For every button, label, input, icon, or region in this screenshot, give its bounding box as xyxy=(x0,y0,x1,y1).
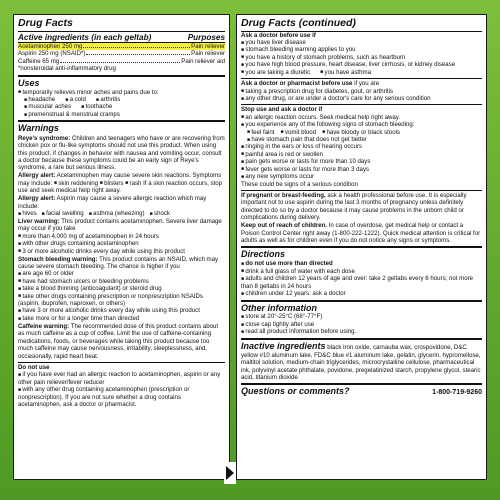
ask-doctor-title: Ask a doctor before use if xyxy=(241,31,316,39)
allergy-label: Allergy alert: xyxy=(18,195,56,203)
other-info-item: ■ store at 20°-25°C (68°-77°F) xyxy=(241,313,482,320)
allergy-alert-acetaminophen xyxy=(18,172,225,194)
active-ingredients-header xyxy=(18,33,225,43)
stomach-text: This product contains an NSAID, which may cause severe stomach bleeding. The chance is higher if you xyxy=(18,255,219,270)
stop-signs-row xyxy=(241,129,482,136)
reye-text: Children and teenagers who have or are recovering from chicken pox or flu-like symptoms should not use this product. When using this product, if changes in behavior with nausea and vomiting occur, consult a doctor because these symptoms could be an early sign of Reye's syndrome, a rare but serious illness. xyxy=(18,134,225,172)
pregnancy-warning xyxy=(241,190,482,222)
use-item: ■ muscular aches xyxy=(24,103,71,110)
caffeine-text: The recommended dose of this product contains about as much caffeine as a cup of coffee. Limit the use of caffeine-containing medications, foods, or beverages while taking this product because too much caffeine may cause nervousness, irritability, sleeplessness, and, occasionally, rapid heart beat. xyxy=(18,322,219,360)
uses-row xyxy=(18,96,225,103)
stomach-warning xyxy=(18,256,225,271)
ingredient-purpose: Pain reliever aid xyxy=(181,57,225,65)
allergy-text: Acetaminophen may cause severe skin reactions. Symptoms may include: xyxy=(18,172,222,187)
keep-out-label: Keep out of reach of children. xyxy=(241,222,327,230)
pregnancy-text: ask a health professional before use. It is especially important not to use aspirin during the last 3 months of pregnancy unless definitely directed to do so by a doctor because it may cause problems in the unborn child or complications during delivery. xyxy=(241,191,467,222)
allergy-text: Aspirin may cause a severe allergic reaction which may include: xyxy=(18,195,207,210)
allergy-label: Allergy alert: xyxy=(18,172,56,180)
directions-title: Directions xyxy=(241,246,482,260)
stop-use-note: These could be signs of a serious condition xyxy=(241,180,358,188)
ask-pharmacist-suffix: if you are xyxy=(354,80,380,88)
do-not-use-title: Do not use xyxy=(18,362,225,371)
ingredient-purpose: Pain reliever xyxy=(191,50,225,58)
liver-label: Liver warning: xyxy=(18,217,60,225)
uses-row xyxy=(18,103,225,110)
other-info-item: ■ read all product information before using. xyxy=(241,328,482,335)
stop-use-item: ■ fever gets worse or lasts for more than 3 days xyxy=(241,166,482,173)
ask-pharmacist-heading xyxy=(241,78,482,87)
caffeine-warning xyxy=(18,323,225,360)
inactive-ingredients-title: Inactive ingredients xyxy=(241,340,326,351)
other-info-item: ■ close cap tightly after use xyxy=(241,321,482,328)
allergy-items-row xyxy=(18,210,225,217)
direction-item: ■ children under 12 years: ask a doctor xyxy=(241,290,482,297)
ingredient-name: Caffeine 65 mg xyxy=(18,57,60,65)
ask-pharmacist-item: ■ taking a prescription drug for diabetes, gout, or arthritis xyxy=(241,88,482,95)
liver-text: This product contains acetaminophen. Severe liver damage may occur if you take xyxy=(18,217,222,233)
ask-doctor-item: ■ you have liver disease xyxy=(241,39,482,46)
allergy-item: ■ rash xyxy=(125,180,141,187)
ask-doctor-row xyxy=(241,69,482,76)
ingredient-row xyxy=(18,58,225,65)
do-not-use-item: ■ if you have ever had an allergic reaction to acetaminophen, aspirin or any other pain reliever/fever reducer xyxy=(18,371,225,386)
allergy-item: ■ facial swelling xyxy=(42,210,84,217)
uses-title: Uses xyxy=(18,75,225,89)
ingredient-purpose: Pain reliever xyxy=(191,42,225,50)
inactive-ingredients-block xyxy=(241,338,482,382)
questions-label: Questions or comments? xyxy=(241,386,350,397)
use-item: ■ headache xyxy=(24,96,55,103)
ask-doctor-item: ■ you have a history of stomach problems, such as heartburn xyxy=(241,54,482,61)
stomach-item: ■ have had stomach ulcers or bleeding problems xyxy=(18,278,225,285)
liver-item: ■ more than 4,000 mg of acetaminophen in 24 hours xyxy=(18,233,225,240)
use-item: ■ toothache xyxy=(81,103,112,110)
stomach-item: ■ are age 60 or older xyxy=(18,270,225,277)
use-item: ■ arthritis xyxy=(96,96,120,103)
keep-out-of-reach xyxy=(241,222,482,244)
drug-facts-panel-right xyxy=(236,14,487,480)
purposes-heading: Purposes xyxy=(187,32,225,42)
stop-sign-item: ■ feel faint xyxy=(247,129,274,136)
caffeine-label: Caffeine warning: xyxy=(18,322,70,330)
stop-sign-item: ■ have bloody or black stools xyxy=(322,129,400,136)
allergy-item: ■ blisters xyxy=(100,180,124,187)
stomach-label: Stomach bleeding warning: xyxy=(18,255,98,263)
allergy-item: ■ shock xyxy=(150,210,170,217)
direction-item: ■ adults and children 12 years of age and over: take 2 geltabs every 6 hours; not more than 8 geltabs in 24 hours xyxy=(241,275,482,290)
active-ingredients-heading: Active ingredients (in each geltab) xyxy=(18,32,152,42)
ingredient-name: Acetaminophen 250 mg xyxy=(18,42,83,50)
ask-doctor-item: ■ stomach bleeding warning applies to you xyxy=(241,46,482,53)
use-item: ■ a cold xyxy=(65,96,86,103)
continuation-arrow xyxy=(224,462,236,484)
drug-facts-title: Drug Facts xyxy=(18,18,225,32)
ask-pharmacist-title: Ask a doctor or pharmacist before use xyxy=(241,80,353,88)
stop-sign-item: ■ have stomach pain that does not get better xyxy=(241,136,482,143)
inactive-ingredients-text: black iron oxide, carnauba wax, crospovidone, D&C yellow #10 aluminum lake, FD&C blue #1 aluminum lake, gelatin, glycerin, hypromellose, maltitol solution, medium-chain triglycerides, microcrystalline cellulose, pharmaceutical ink, polyvinyl acetate phthalate, povidone, pregelatinized starch, propylene glycol, stearic acid, titanium dioxide xyxy=(241,343,481,381)
use-item: ■ premenstrual & menstrual cramps xyxy=(18,111,225,118)
stop-use-item: ■ ringing in the ears or loss of hearing occurs xyxy=(241,143,482,150)
allergy-item: ■ hives xyxy=(18,210,37,217)
questions-line xyxy=(241,383,482,398)
pregnancy-label: If pregnant or breast-feeding, xyxy=(241,191,326,199)
do-not-use-item: ■ with any other drug containing acetaminophen (prescription or nonprescription). If you are not sure whether a drug contains acetaminophen, ask a doctor or pharmacist. xyxy=(18,386,225,408)
stop-use-item: ■ you experience any of the following signs of stomach bleeding: xyxy=(241,121,482,128)
ask-doctor-item: ■ you have high blood pressure, heart disease, liver cirrhosis, or kidney disease xyxy=(241,61,482,68)
arrow-right-icon xyxy=(224,462,236,484)
warnings-title: Warnings xyxy=(18,120,225,134)
allergy-item: ■ asthma (wheezing) xyxy=(89,210,145,217)
allergy-item: ■ skin reddening xyxy=(54,180,98,187)
liver-item: ■ 3 or more alcoholic drinks every day while using this product xyxy=(18,248,225,255)
ask-doctor-item: ■ you are taking a diuretic xyxy=(241,69,310,76)
keep-out-text: In case of overdose, get medical help or contact a Poison Control Center right away (1-800-222-1222). Quick medical attention is critical for adults as well as for children even if you do not notice any signs or symptoms. xyxy=(241,222,481,245)
liver-item: ■ with other drugs containing acetaminophen xyxy=(18,240,225,247)
drug-facts-continued-title: Drug Facts (continued) xyxy=(241,18,482,32)
allergy-text2: If a skin reaction occurs, stop use and seek medical help right away. xyxy=(18,179,223,195)
stop-sign-item: ■ vomit blood xyxy=(280,129,316,136)
nsaid-footnote: *nonsteroidal anti-inflammatory drug xyxy=(18,65,116,73)
stop-use-item: ■ painful area is red or swollen xyxy=(241,151,482,158)
other-info-title: Other information xyxy=(241,300,482,314)
direction-item: ■ drink a full glass of water with each dose xyxy=(241,268,482,275)
phone-number: 1-800-719-9260 xyxy=(432,389,482,397)
stomach-item: ■ have 3 or more alcoholic drinks every day while using this product xyxy=(18,307,225,314)
stop-use-item: ■ any new symptoms occur xyxy=(241,173,482,180)
liver-warning xyxy=(18,218,225,233)
ingredient-name: Aspirin 250 mg (NSAID*) xyxy=(18,50,86,58)
drug-facts-panel-left xyxy=(13,14,230,480)
ingredient-row xyxy=(18,50,225,57)
direction-item: ■ do not use more than directed xyxy=(241,260,482,267)
stop-use-item: ■ pain gets worse or lasts for more than 10 days xyxy=(241,158,482,165)
reye-label: Reye's syndrome: xyxy=(18,134,71,142)
stomach-item: ■ take a blood thinning (anticoagulant) or steroid drug xyxy=(18,285,225,292)
ask-doctor-item: ■ you have asthma xyxy=(320,69,371,76)
stomach-item: ■ take other drugs containing prescription or nonprescription NSAIDs (aspirin, ibuprofen, naproxen, or others) xyxy=(18,293,225,308)
uses-intro: ■ temporarily relieves minor aches and pains due to: xyxy=(18,89,225,96)
reye-warning xyxy=(18,135,225,172)
allergy-alert-aspirin xyxy=(18,195,225,210)
ingredient-row xyxy=(18,43,225,50)
ask-pharmacist-item: ■ any other drug, or are under a doctor's care for any serious condition xyxy=(241,95,482,102)
stop-use-title: Stop use and ask a doctor if xyxy=(241,104,482,113)
stop-use-item: ■ an allergic reaction occurs. Seek medical help right away. xyxy=(241,114,482,121)
stomach-item: ■ take more or for a longer time than directed xyxy=(18,315,225,322)
